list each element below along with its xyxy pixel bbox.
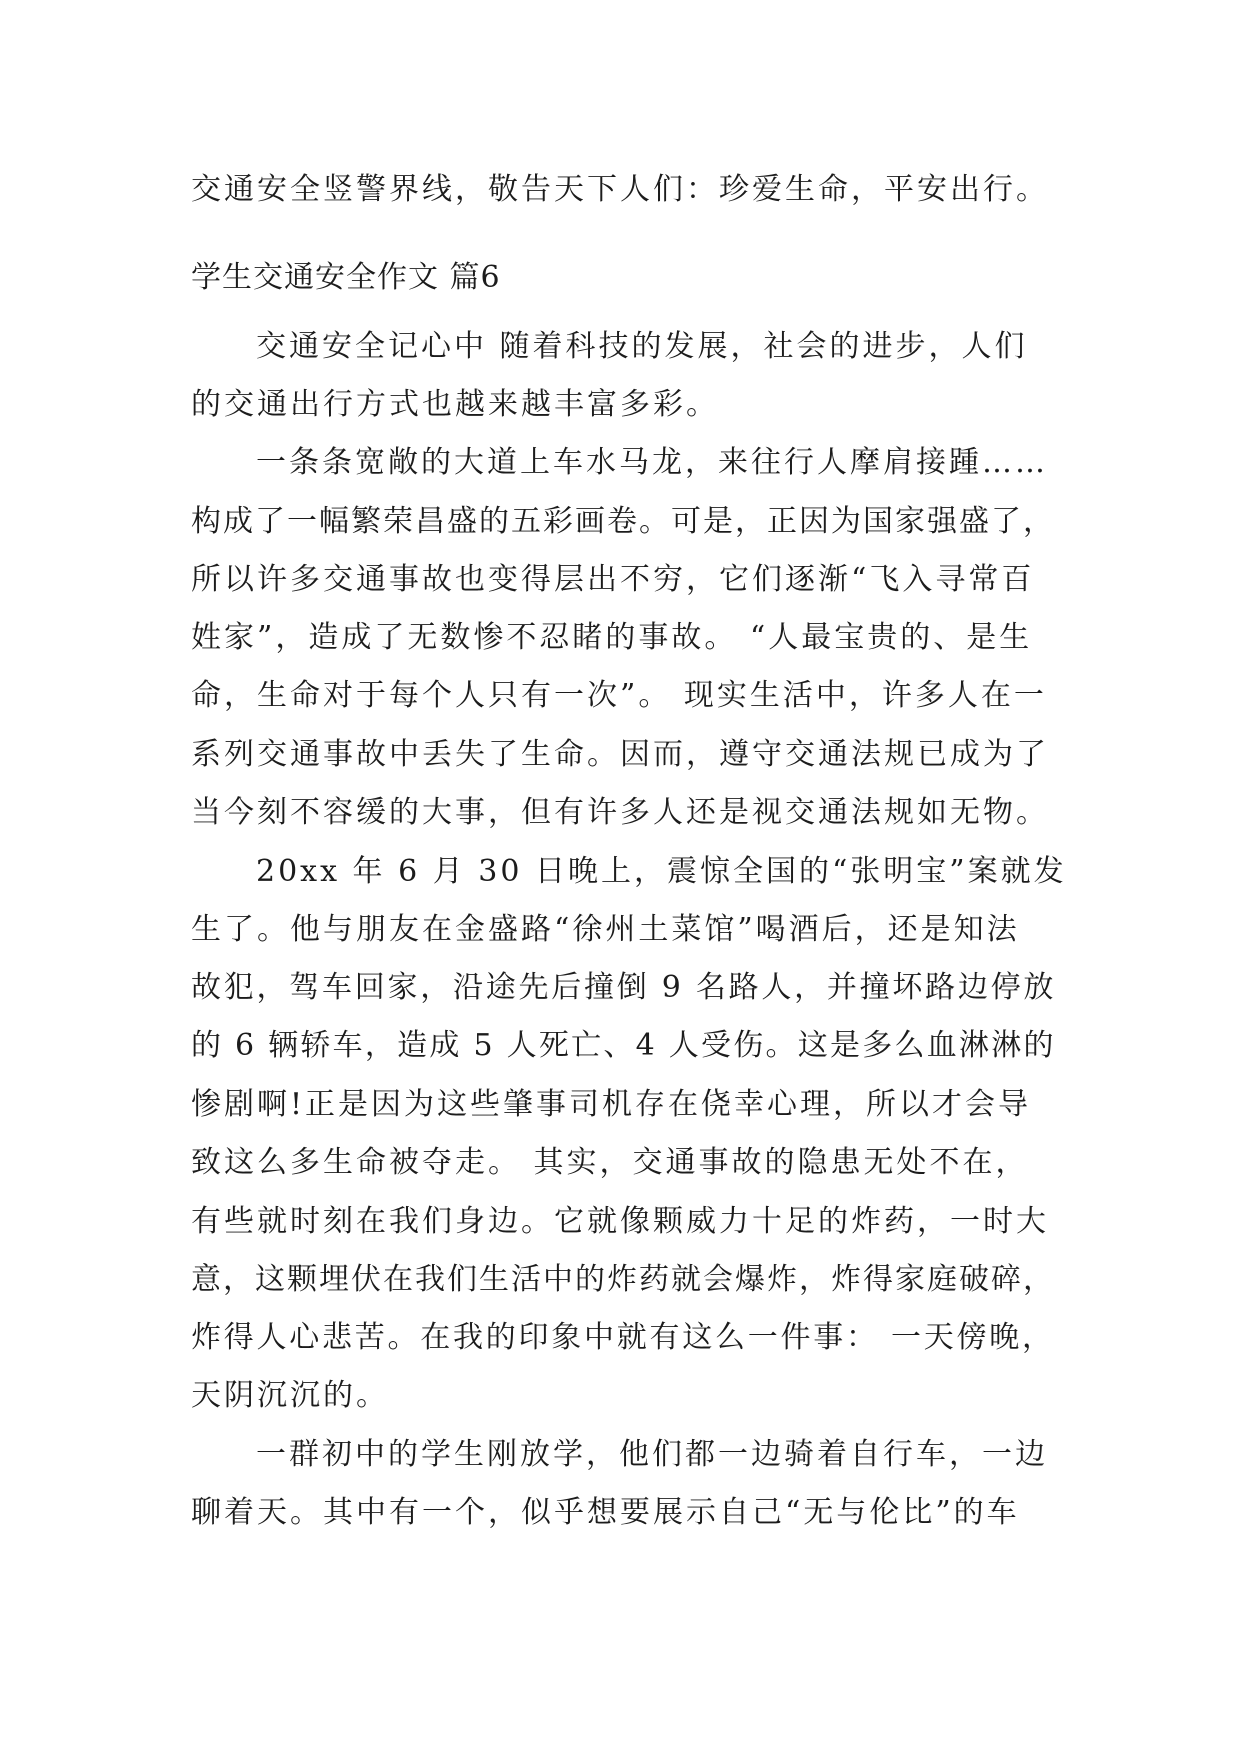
body-line: 生了。他与朋友在金盛路“徐州土菜馆”喝酒后，还是知法 bbox=[191, 912, 1020, 947]
body-line: 系列交通事故中丢失了生命。因而，遵守交通法规已成为了 bbox=[191, 737, 1049, 772]
body-line: 一群初中的学生刚放学，他们都一边骑着自行车，一边 bbox=[256, 1437, 1048, 1472]
body-line: 的交通出行方式也越来越丰富多彩。 bbox=[191, 387, 719, 422]
body-line: 构成了一幅繁荣昌盛的五彩画卷。可是，正因为国家强盛了， bbox=[191, 504, 1055, 539]
body-line: 炸得人心悲苦。在我的印象中就有这么一件事： 一天傍晚， bbox=[191, 1320, 1055, 1355]
body-line: 意，这颗埋伏在我们生活中的炸药就会爆炸，炸得家庭破碎， bbox=[191, 1262, 1055, 1297]
body-line: 惨剧啊!正是因为这些肇事司机存在侥幸心理，所以才会导 bbox=[191, 1087, 1032, 1122]
body-line: 交通安全记心中 随着科技的发展，社会的进步，人们 bbox=[256, 329, 1028, 364]
body-line: 故犯，驾车回家，沿途先后撞倒 9 名路人，并撞坏路边停放 bbox=[191, 970, 1057, 1005]
body-line: 聊着天。其中有一个，似乎想要展示自己“无与伦比”的车 bbox=[191, 1495, 1020, 1530]
body-line: 20xx 年 6 月 30 日晚上，震惊全国的“张明宝”案就发 bbox=[256, 854, 1067, 889]
body-line: 当今刻不容缓的大事，但有许多人还是视交通法规如无物。 bbox=[191, 795, 1049, 830]
body-line: 有些就时刻在我们身边。它就像颗威力十足的炸药，一时大 bbox=[191, 1204, 1049, 1239]
body-line: 所以许多交通事故也变得层出不穷，它们逐渐“飞入寻常百 bbox=[191, 562, 1035, 597]
body-line: 致这么多生命被夺走。 其实，交通事故的隐患无处不在， bbox=[191, 1145, 1029, 1180]
body-line: 命，生命对于每个人只有一次”。 现实生活中，许多人在一 bbox=[191, 678, 1047, 713]
body-line: 一条条宽敞的大道上车水马龙，来往行人摩肩接踵…… bbox=[256, 445, 1048, 480]
intro-line: 交通安全竖警界线，敬告天下人们：珍爱生命，平安出行。 bbox=[191, 172, 1049, 207]
body-line: 姓家”，造成了无数惨不忍睹的事故。 “人最宝贵的、是生 bbox=[191, 620, 1033, 655]
section-title: 学生交通安全作文 篇6 bbox=[191, 260, 501, 295]
body-line: 天阴沉沉的。 bbox=[191, 1378, 389, 1413]
body-line: 的 6 辆轿车，造成 5 人死亡、4 人受伤。这是多么血淋淋的 bbox=[191, 1028, 1056, 1063]
